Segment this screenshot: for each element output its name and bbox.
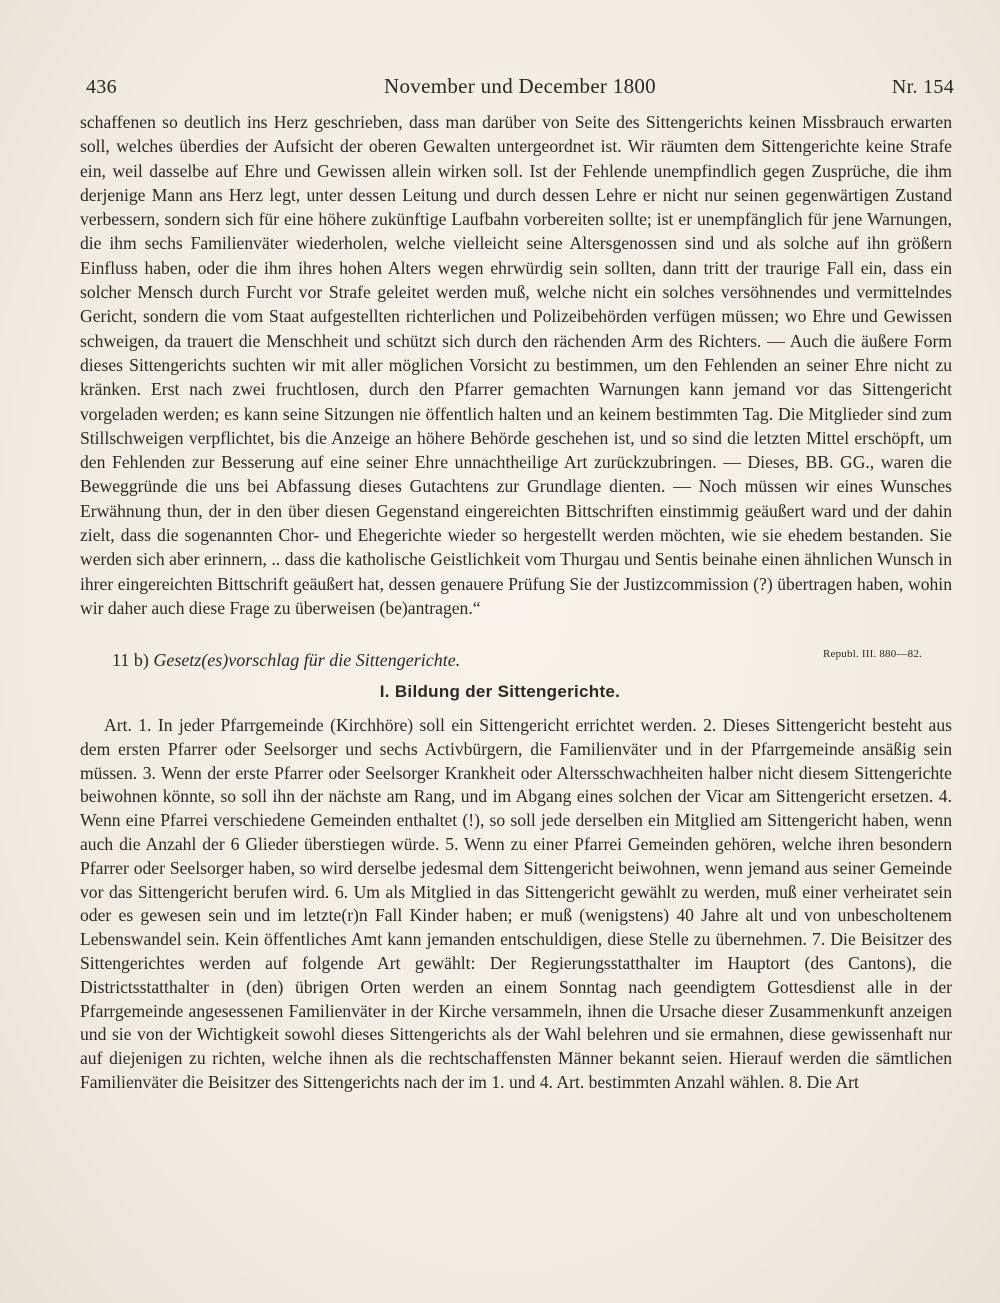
articles-paragraph: Art. 1. In jeder Pfarrgemeinde (Kirchhöre) soll ein Sittengericht errichtet werden. 2. Dieses Sittengericht besteht aus dem ersten Pfarrer oder Seelsorger und sechs Activbürgern, die Familienväter und in der Pfarrgemeinde ansäßig sein müssen. 3. Wenn der erste Pfarrer oder Seelsorger Krankheit oder Altersschwachheiten halber nicht diesem Sittengerichte beiwohnen könnte, so soll ihn der nächste am Rang, und im Abgang eines solchen der Vicar am Sittengericht ersetzen. 4. Wenn eine Pfarrei verschiedene Gemeinden enthaltet (!), so soll jede derselben ein Mitglied am Sittengericht haben, wenn auch die Anzahl der 6 Glieder überstiegen würde. 5. Wenn zu einer Pfarrei Gemeinden gehören, welche ihren besondern Pfarrer oder Seelsorger haben, so wird derselbe jedesmal dem Sittengericht beiwohnen, wenn jemand aus seiner Gemeinde vor das Sittengericht berufen wird. 6. Um als Mitglied in das Sittengericht gewählt zu werden, muß einer verheiratet sein oder es gewesen sein und im letzte(r)n Fall Kinder haben; er muß (wenigstens) 40 Jahre alt und von unbescholtenem Lebenswandel sein. Kein öffentliches Amt kann jemanden entschuldigen, diese Stelle zu übernehmen. 7. Die Beisitzer des Sittengerichtes werden auf folgende Art gewählt: Der Regierungsstatthalter im Hauptort (des Cantons), die Districtsstatthalter in (den) übrigen Orten werden an einem Sonntag nach geendigtem Gottesdienst alle in der Pfarrgemeinde angesessenen Familienväter in der Kirche versammeln, ihnen die Ursache dieser Zusammenkunft anzeigen und sie von der Wichtigkeit sowohl dieses Sittengerichts als der Wahl belehren und sie ermahnen, diese gewissenhaft nur auf diejenigen zu richten, welche ihnen als die rechtschaffensten Männer bekannt seien. Hierauf werden die sämtlichen Familienväter die Beisitzer des Sittengerichts nach der im 1. und 4. Art. bestimmten Anzahl wählen. 8. Die Art: [80, 715, 952, 1092]
chapter-heading: I. Bildung der Sittengerichte.: [379, 682, 621, 701]
running-title: November und December 1800: [384, 74, 656, 98]
page-header: [86, 70, 954, 104]
articles-text-block: [80, 714, 952, 1095]
source-reference: Republ. III. 880—82.: [822, 648, 922, 660]
section-number: 11 b): [112, 650, 154, 670]
intro-paragraph: schaffenen so deutlich ins Herz geschrieben, dass man darüber von Seite des Sittengerichts keinen Missbrauch erwarten soll, welches überdies der Aufsicht der oberen Gewalten untergeordnet ist. Wir räumten dem Sittengerichte keine Strafe ein, weil dasselbe auf Ehre und Gewissen allein wirken soll. Ist der Fehlende unempfindlich gegen Zusprüche, die ihm derjenige Mann ans Herz legt, unter dessen Leitung und durch dessen Lehre er nicht nur seinen gegenwärtigen Zustand verbessern, sondern sich für eine höhere zukünftige Laufbahn vorbereiten sollte; ist er unempfänglich für jene Warnungen, die ihm sechs Familienväter wiederholen, welche vielleicht seine Altersgenossen sind und als solche auf ihn größern Einfluss haben, oder die ihm ihres hohen Alters wegen ehrwürdig sein sollten, dann tritt der traurige Fall ein, dass ein solcher Mensch durch Furcht vor Strafe geleitet werden muß, welche nicht ein solches versöhnendes und vermittelndes Gericht, sondern die vom Staat aufgestellten richterlichen und Polizeibehörden verfügen müssen; wo Ehre und Gewissen schweigen, da trauert die Menschheit und schützt sich durch den rächenden Arm des Richters. — Auch die äußere Form dieses Sittengerichts suchten wir mit aller möglichen Vorsicht zu bestimmen, um den Fehlenden an seiner Ehre nicht zu kränken. Erst nach zwei fruchtlosen, durch den Pfarrer gemachten Warnungen kann jemand vor das Sittengericht vorgeladen werden; es kann seine Sitzungen nie öffentlich halten und an keinem bestimmten Tag. Die Mitglieder sind zum Stillschweigen verpflichtet, bis die Anzeige an höhere Behörde geschehen ist, und so sind die letzten Mittel erschöpft, um den Fehlenden zur Besserung auf eine seiner Ehre unnachtheilige Art zurückzubringen. — Dieses, BB. GG., waren die Beweggründe die uns bei Abfassung dieses Gutachtens zur Grundlage dienten. — Noch müssen wir eines Wunsches Erwähnung thun, der in den über diesen Gegenstand eingereichten Bittschriften einstimmig geäußert ward und der dahin zielt, dass die sogenannten Chor- und Ehegerichte wieder so hergestellt werden möchten, wie sie ehedem bestanden. Sie werden sich aber erinnern, .. dass die katholische Geistlichkeit vom Thurgau und Sentis beinahe einen ähnlichen Wunsch in ihrer eingereichten Bittschrift geäußert hat, dessen genauere Prüfung Sie der Justizcommission (?) übertragen haben, wohin wir daher auch diese Frage zu überweisen (be)antragen.“: [80, 112, 952, 618]
section-title: Gesetz(es)vorschlag für die Sittengerichte.: [153, 650, 461, 670]
document-number: Nr. 154: [891, 76, 954, 98]
section-title-line: [112, 650, 952, 676]
page-number: 436: [86, 76, 117, 98]
intro-text-block: [80, 110, 952, 620]
